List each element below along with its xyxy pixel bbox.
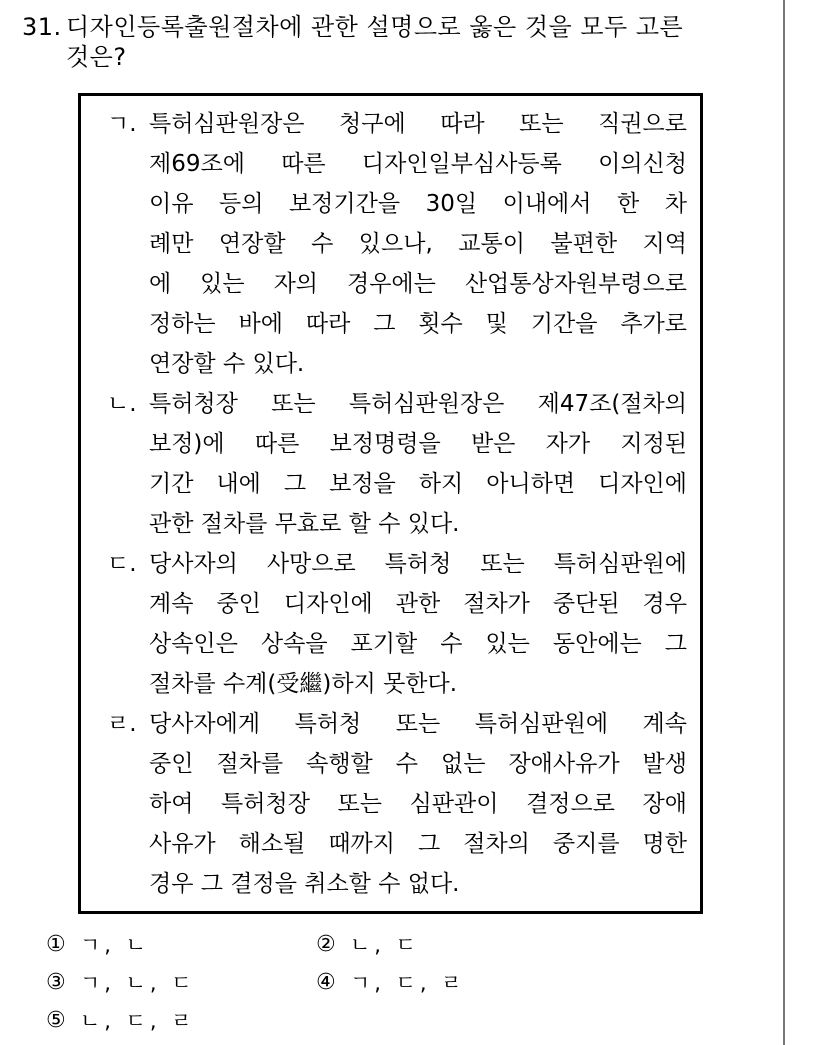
question-line-2: 것은? bbox=[66, 43, 127, 71]
statement-line: 당사자의 사망으로 특허청 또는 특허심판원에 bbox=[149, 551, 687, 577]
statement-line: 중인 절차를 속행할 수 없는 장애사유가 발생 bbox=[149, 751, 687, 777]
statement-item-a bbox=[107, 104, 687, 384]
option-2[interactable] bbox=[316, 929, 586, 959]
statement-line: 제69조에 따른 디자인일부심사등록 이의신청 bbox=[149, 151, 687, 177]
statement-box bbox=[78, 93, 703, 914]
answer-options bbox=[46, 925, 666, 1039]
statement-line: 당사자에게 특허청 또는 특허심판원에 계속 bbox=[149, 711, 687, 737]
question-line-1 bbox=[22, 12, 762, 42]
question-number: 31. bbox=[22, 13, 62, 41]
option-number: ② bbox=[316, 931, 336, 957]
question-stem bbox=[22, 12, 762, 72]
statement-line: 기간 내에 그 보정을 하지 아니하면 디자인에 bbox=[149, 471, 687, 497]
question-text-line1: 디자인등록출원절차에 관한 설명으로 옳은 것을 모두 고른 bbox=[66, 13, 684, 41]
option-number: ③ bbox=[46, 969, 66, 995]
option-5[interactable] bbox=[46, 1005, 316, 1035]
statement-line: 특허청장 또는 특허심판원장은 제47조(절차의 bbox=[149, 391, 687, 417]
statement-line: 에 있는 자의 경우에는 산업통상자원부령으로 bbox=[149, 271, 687, 297]
statement-item-b bbox=[107, 384, 687, 544]
option-answer: ㄴ, ㄷ bbox=[350, 933, 420, 957]
statement-line: 절차를 수계(受繼)하지 못한다. bbox=[149, 671, 458, 697]
statement-line: 보정)에 따른 보정명령을 받은 자가 지정된 bbox=[149, 431, 687, 457]
statement-marker: ㄹ. bbox=[107, 711, 137, 737]
statement-line: 하여 특허청장 또는 심판관이 결정으로 장애 bbox=[149, 791, 687, 817]
page-column-divider bbox=[783, 0, 785, 1045]
option-answer: ㄱ, ㄴ, ㄷ bbox=[80, 971, 196, 995]
statement-line: 이유 등의 보정기간을 30일 이내에서 한 차 bbox=[149, 191, 687, 217]
option-answer: ㄴ, ㄷ, ㄹ bbox=[80, 1009, 196, 1033]
statement-line: 상속인은 상속을 포기할 수 있는 동안에는 그 bbox=[149, 631, 687, 657]
statement-marker: ㄷ. bbox=[107, 551, 137, 577]
option-answer: ㄱ, ㄷ, ㄹ bbox=[350, 971, 466, 995]
statement-line: 정하는 바에 따라 그 횟수 및 기간을 추가로 bbox=[149, 311, 687, 337]
option-answer: ㄱ, ㄴ bbox=[80, 933, 150, 957]
statement-line: 관한 절차를 무효로 할 수 있다. bbox=[149, 511, 460, 537]
statement-item-d bbox=[107, 704, 687, 904]
statement-item-c bbox=[107, 544, 687, 704]
statement-marker: ㄱ. bbox=[107, 111, 137, 137]
option-4[interactable] bbox=[316, 967, 586, 997]
statement-line: 계속 중인 디자인에 관한 절차가 중단된 경우 bbox=[149, 591, 687, 617]
statement-line: 특허심판원장은 청구에 따라 또는 직권으로 bbox=[149, 111, 687, 137]
option-3[interactable] bbox=[46, 967, 316, 997]
statement-line: 례만 연장할 수 있으나, 교통이 불편한 지역 bbox=[149, 231, 687, 257]
option-1[interactable] bbox=[46, 929, 316, 959]
statement-line: 연장할 수 있다. bbox=[149, 351, 305, 377]
option-number: ④ bbox=[316, 969, 336, 995]
statement-marker: ㄴ. bbox=[107, 391, 137, 417]
option-number: ① bbox=[46, 931, 66, 957]
statement-line: 경우 그 결정을 취소할 수 없다. bbox=[149, 871, 460, 897]
statement-line: 사유가 해소될 때까지 그 절차의 중지를 명한 bbox=[149, 831, 687, 857]
option-number: ⑤ bbox=[46, 1007, 66, 1033]
